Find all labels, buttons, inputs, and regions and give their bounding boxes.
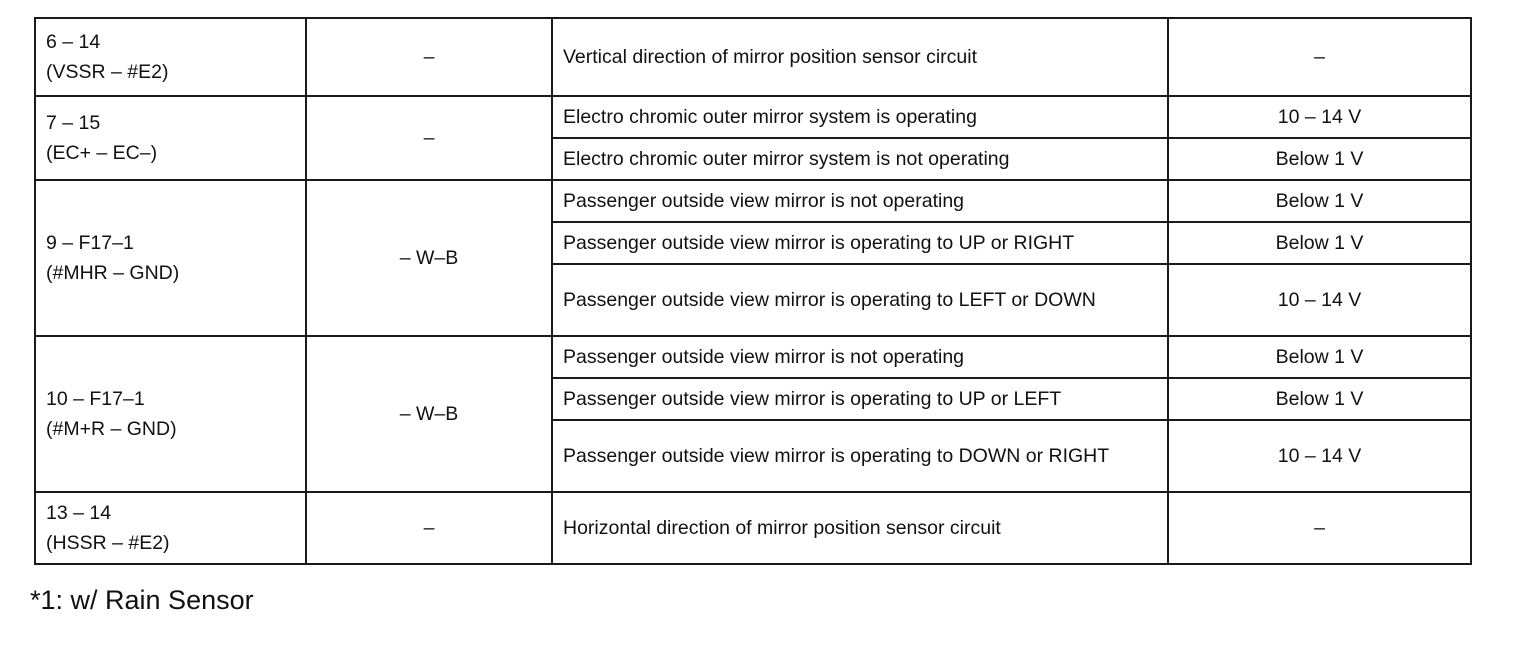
wire-color-cell: – W–B (306, 336, 552, 492)
specified-condition-cell: 10 – 14 V (1168, 96, 1471, 138)
condition-cell: Electro chromic outer mirror system is not operating (552, 138, 1168, 180)
table-row (35, 336, 1471, 378)
terminal-cell (35, 336, 306, 492)
terminal-symbol: (VSSR – #E2) (46, 61, 169, 83)
table-row (35, 492, 1471, 564)
specified-condition-cell: Below 1 V (1168, 378, 1471, 420)
terminal-number: 13 – 14 (46, 502, 112, 524)
terminal-symbol: (#MHR – GND) (46, 262, 180, 284)
terminal-symbol: (HSSR – #E2) (46, 532, 170, 554)
specified-condition-cell: Below 1 V (1168, 138, 1471, 180)
condition-cell: Passenger outside view mirror is not operating (552, 180, 1168, 222)
terminal-symbol: (EC+ – EC–) (46, 142, 158, 164)
terminal-number: 9 – F17–1 (46, 232, 134, 254)
table-row (35, 180, 1471, 222)
wire-color-cell: – W–B (306, 180, 552, 336)
specified-condition-cell: – (1168, 492, 1471, 564)
specified-condition-cell: – (1168, 18, 1471, 96)
condition-cell: Passenger outside view mirror is operating to LEFT or DOWN (552, 264, 1168, 336)
specified-condition-cell: 10 – 14 V (1168, 420, 1471, 492)
terminal-number: 7 – 15 (46, 112, 101, 134)
terminal-cell (35, 96, 306, 180)
condition-cell: Electro chromic outer mirror system is operating (552, 96, 1168, 138)
terminal-cell (35, 180, 306, 336)
terminal-symbol: (#M+R – GND) (46, 418, 177, 440)
terminal-cell (35, 18, 306, 96)
terminal-number: 6 – 14 (46, 31, 101, 53)
terminal-cell (35, 492, 306, 564)
condition-cell: Passenger outside view mirror is operating to UP or LEFT (552, 378, 1168, 420)
condition-cell: Horizontal direction of mirror position sensor circuit (552, 492, 1168, 564)
wire-color-cell: – (306, 96, 552, 180)
condition-cell: Passenger outside view mirror is operating to DOWN or RIGHT (552, 420, 1168, 492)
condition-cell: Passenger outside view mirror is not operating (552, 336, 1168, 378)
table-row (35, 96, 1471, 138)
footnote: *1: w/ Rain Sensor (30, 585, 254, 615)
wire-color-cell: – (306, 492, 552, 564)
specified-condition-cell: Below 1 V (1168, 222, 1471, 264)
terminal-number: 10 – F17–1 (46, 388, 145, 410)
specified-condition-cell: Below 1 V (1168, 180, 1471, 222)
wire-color-cell: – (306, 18, 552, 96)
condition-cell: Vertical direction of mirror position sensor circuit (552, 18, 1168, 96)
terminal-spec-table (34, 17, 1472, 565)
condition-cell: Passenger outside view mirror is operating to UP or RIGHT (552, 222, 1168, 264)
specified-condition-cell: 10 – 14 V (1168, 264, 1471, 336)
specified-condition-cell: Below 1 V (1168, 336, 1471, 378)
table-row (35, 18, 1471, 96)
